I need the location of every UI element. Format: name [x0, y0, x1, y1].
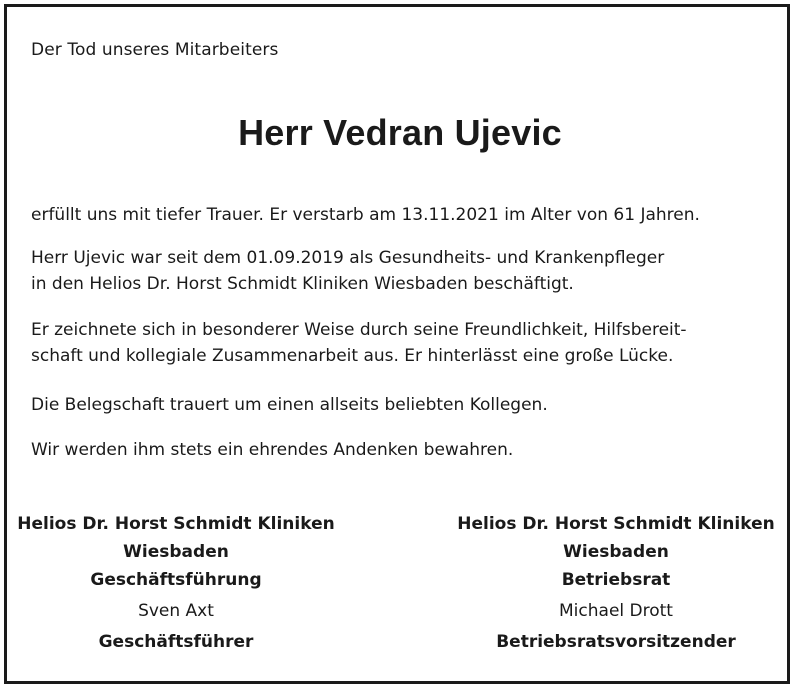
signature-org: Helios Dr. Horst Schmidt Kliniken — [457, 514, 775, 534]
paragraph-line: in den Helios Dr. Horst Schmidt Kliniken Wiesbaden beschäftigt. — [31, 274, 574, 294]
paragraph-mourning — [31, 392, 771, 418]
signature-unit: Betriebsrat — [561, 570, 671, 590]
paragraph-line: erfüllt uns mit tiefer Trauer. Er verstarb am 13.11.2021 im Alter von 61 Jahren. — [31, 205, 700, 225]
signature-role: Geschäftsführer — [98, 632, 254, 652]
paragraph-death-notice — [31, 202, 771, 228]
paragraph-remembrance — [31, 437, 771, 463]
signature-city: Wiesbaden — [563, 542, 669, 562]
paragraph-line: Die Belegschaft trauert um einen allseits beliebten Kollegen. — [31, 395, 548, 415]
intro-text: Der Tod unseres Mitarbeiters — [31, 40, 279, 60]
paragraph-line: Er zeichnete sich in besonderer Weise durch seine Freundlichkeit, Hilfsbereit- — [31, 320, 687, 340]
signature-block-works-council — [432, 510, 800, 656]
signature-block-management — [0, 510, 352, 656]
paragraph-line: schaft und kollegiale Zusammenarbeit aus. Er hinterlässt eine große Lücke. — [31, 346, 674, 366]
signature-role: Betriebsratsvorsitzender — [496, 632, 736, 652]
paragraph-character — [31, 317, 771, 369]
signature-person: Michael Drott — [559, 601, 673, 621]
signature-person: Sven Axt — [138, 601, 214, 621]
signature-city: Wiesbaden — [123, 542, 229, 562]
paragraph-line: Herr Ujevic war seit dem 01.09.2019 als Gesundheits- und Krankenpfleger — [31, 248, 665, 268]
deceased-name: Herr Vedran Ujevic — [238, 112, 562, 153]
paragraph-line: Wir werden ihm stets ein ehrendes Andenken bewahren. — [31, 440, 514, 460]
signature-unit: Geschäftsführung — [90, 570, 262, 590]
signature-org: Helios Dr. Horst Schmidt Kliniken — [17, 514, 335, 534]
paragraph-employment — [31, 245, 771, 297]
